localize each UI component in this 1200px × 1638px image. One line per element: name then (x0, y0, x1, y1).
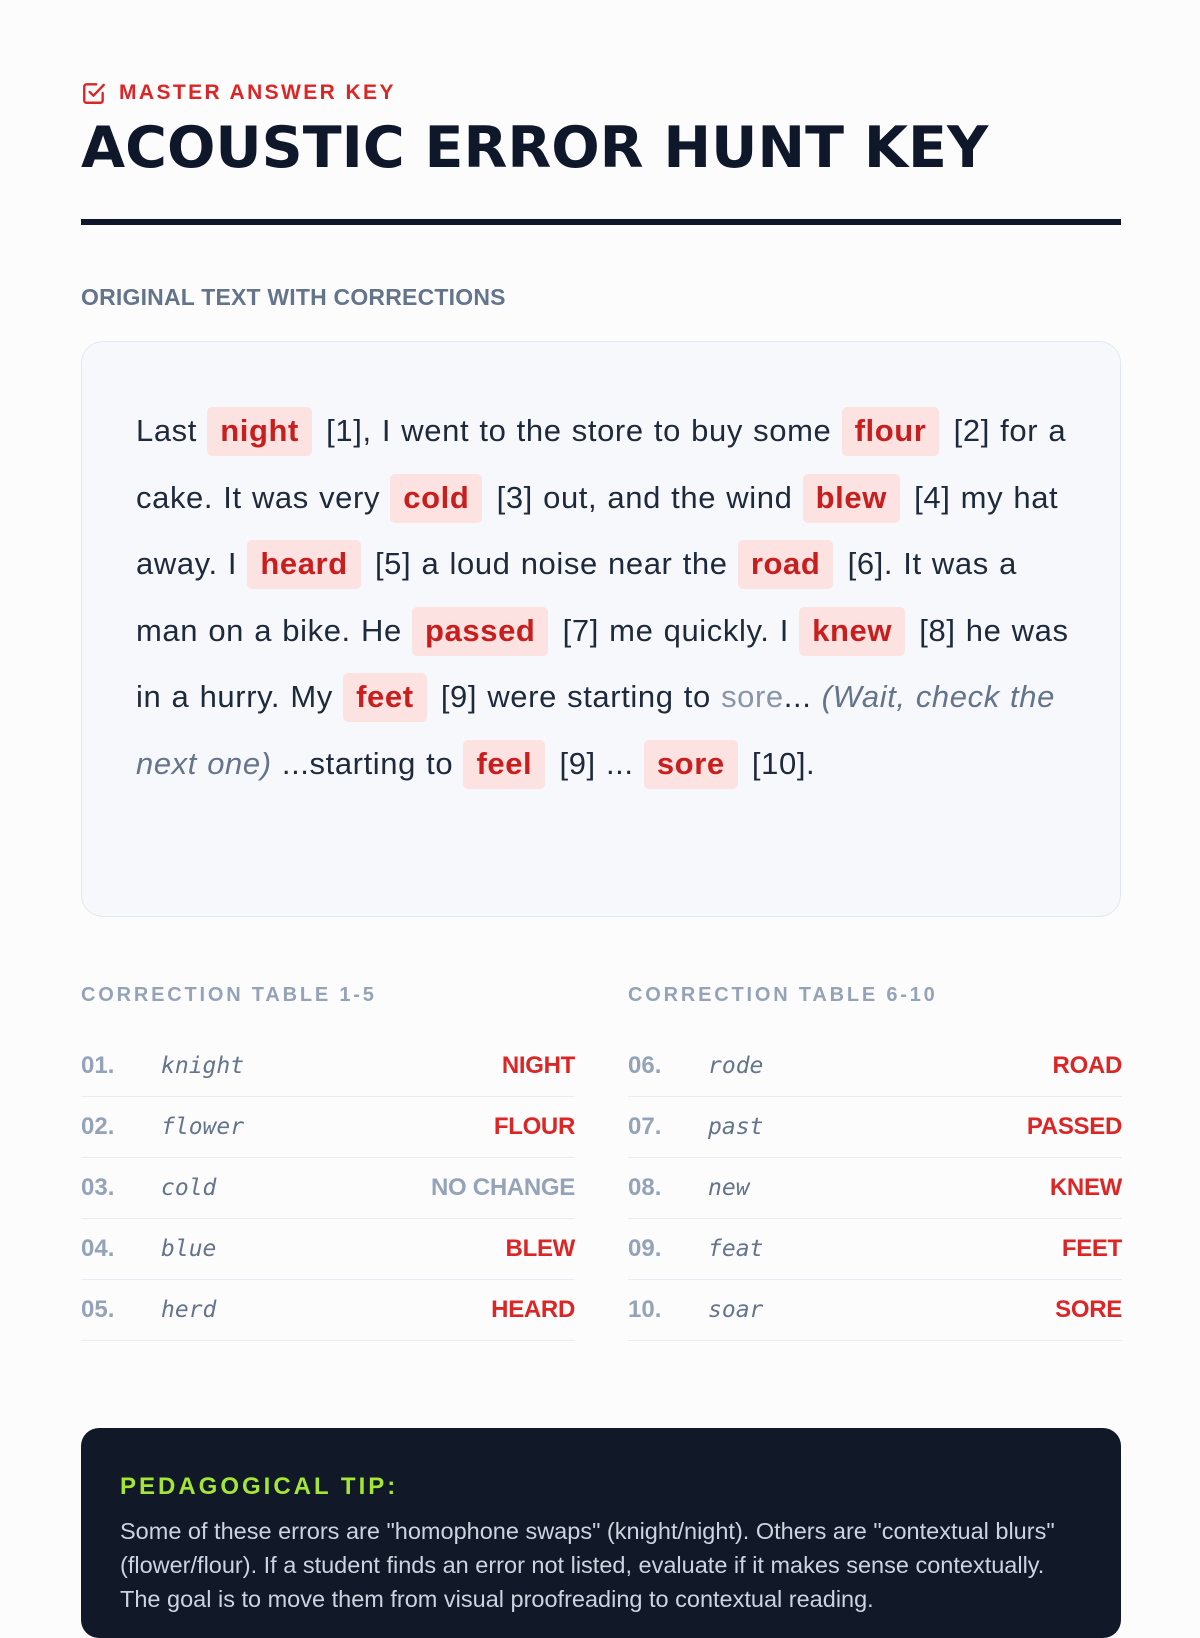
row-number: 09. (628, 1235, 662, 1262)
passage-segment: [10]. (741, 745, 816, 781)
eyebrow (81, 80, 396, 106)
row-number: 04. (81, 1235, 115, 1262)
table-row (81, 1219, 575, 1280)
error-word: herd (161, 1297, 217, 1323)
error-word: rode (708, 1053, 764, 1079)
correction-word: FLOUR (493, 1113, 575, 1140)
passage-segment: [4] my hat away. I (136, 479, 1059, 581)
checkbox-icon (81, 80, 107, 106)
table-rows (628, 1036, 1122, 1341)
corrected-word: passed (412, 607, 548, 656)
error-word: soar (708, 1297, 764, 1323)
error-word: new (708, 1175, 750, 1201)
passage-segment: [8] he was in a hurry. My (136, 612, 1069, 714)
page-title: ACOUSTIC ERROR HUNT KEY (81, 115, 989, 181)
tip-title: PEDAGOGICAL TIP: (120, 1473, 399, 1500)
eyebrow-label: MASTER ANSWER KEY (119, 81, 396, 104)
passage-section-label: ORIGINAL TEXT WITH CORRECTIONS (81, 284, 506, 310)
row-number: 03. (81, 1174, 115, 1201)
corrected-word: feet (343, 673, 427, 722)
corrected-word: sore (644, 740, 738, 789)
table-title: CORRECTION TABLE 1-5 (81, 984, 377, 1006)
row-number: 08. (628, 1174, 662, 1201)
correction-word: NIGHT (501, 1052, 575, 1079)
row-number: 10. (628, 1296, 662, 1323)
row-number: 07. (628, 1113, 662, 1140)
corrected-word: heard (247, 540, 360, 589)
muted-word: sore (721, 679, 784, 714)
corrected-word: cold (390, 474, 482, 523)
passage-segment: [6]. It was a man on a bike. He (136, 546, 1017, 648)
correction-table-2 (628, 982, 1122, 1341)
passage-segment: Last (136, 413, 208, 448)
correction-word: FEET (1061, 1235, 1122, 1262)
row-number: 02. (81, 1113, 115, 1140)
passage-segment: [3] out, and the wind (486, 479, 803, 515)
correction-word: HEARD (491, 1296, 575, 1323)
table-row (81, 1280, 575, 1341)
row-number: 06. (628, 1052, 662, 1079)
correction-word: PASSED (1026, 1113, 1122, 1140)
table-row (628, 1280, 1122, 1341)
corrected-word: feel (463, 740, 545, 789)
pedagogical-tip-card (81, 1428, 1121, 1638)
passage-card (81, 341, 1121, 917)
table-row (81, 1158, 575, 1219)
table-row (628, 1036, 1122, 1097)
passage-text (136, 398, 1076, 797)
error-word: feat (708, 1236, 764, 1262)
error-word: blue (161, 1236, 217, 1262)
error-word: flower (161, 1114, 245, 1140)
passage-segment: [9] were starting to (430, 679, 722, 714)
correction-word: NO CHANGE (431, 1174, 575, 1201)
passage-segment: [5] a loud noise near the (364, 546, 738, 581)
title-divider (81, 219, 1121, 225)
correction-word: KNEW (1049, 1174, 1122, 1201)
passage-segment: ...starting to (271, 745, 464, 781)
corrected-word: blew (803, 474, 900, 523)
table-row (628, 1158, 1122, 1219)
passage-segment: [2] for a cake. It was very (136, 413, 1067, 515)
row-number: 05. (81, 1296, 115, 1323)
aside-note: (Wait, check the next one) (136, 679, 1055, 781)
passage-segment: [1], I went to the store to buy some (315, 413, 842, 448)
table-row (628, 1219, 1122, 1280)
corrected-word: knew (799, 607, 905, 656)
corrected-word: road (738, 540, 834, 589)
error-word: cold (161, 1175, 217, 1201)
tip-body: Some of these errors are "homophone swaps" (knight/night). Others are "contextual blurs" (flower/flour). If a student finds an error not listed, evaluate if it makes sense contextually. The goal is to move them from visual proofreading to contextual reading. (120, 1518, 1055, 1612)
correction-word: ROAD (1052, 1052, 1122, 1079)
passage-segment: ... (783, 679, 822, 714)
table-row (81, 1097, 575, 1158)
table-row (628, 1097, 1122, 1158)
corrected-word: night (207, 407, 312, 456)
corrected-word: flour (842, 407, 940, 456)
correction-word: SORE (1055, 1296, 1122, 1323)
table-row (81, 1036, 575, 1097)
correction-table-1 (81, 982, 575, 1341)
passage-segment: [9] ... (549, 745, 644, 781)
error-word: knight (161, 1053, 245, 1079)
row-number: 01. (81, 1052, 115, 1079)
error-word: past (708, 1114, 764, 1140)
table-title: CORRECTION TABLE 6-10 (628, 984, 938, 1006)
passage-segment: [7] me quickly. I (552, 612, 800, 648)
table-rows (81, 1036, 575, 1341)
correction-word: BLEW (505, 1235, 575, 1262)
